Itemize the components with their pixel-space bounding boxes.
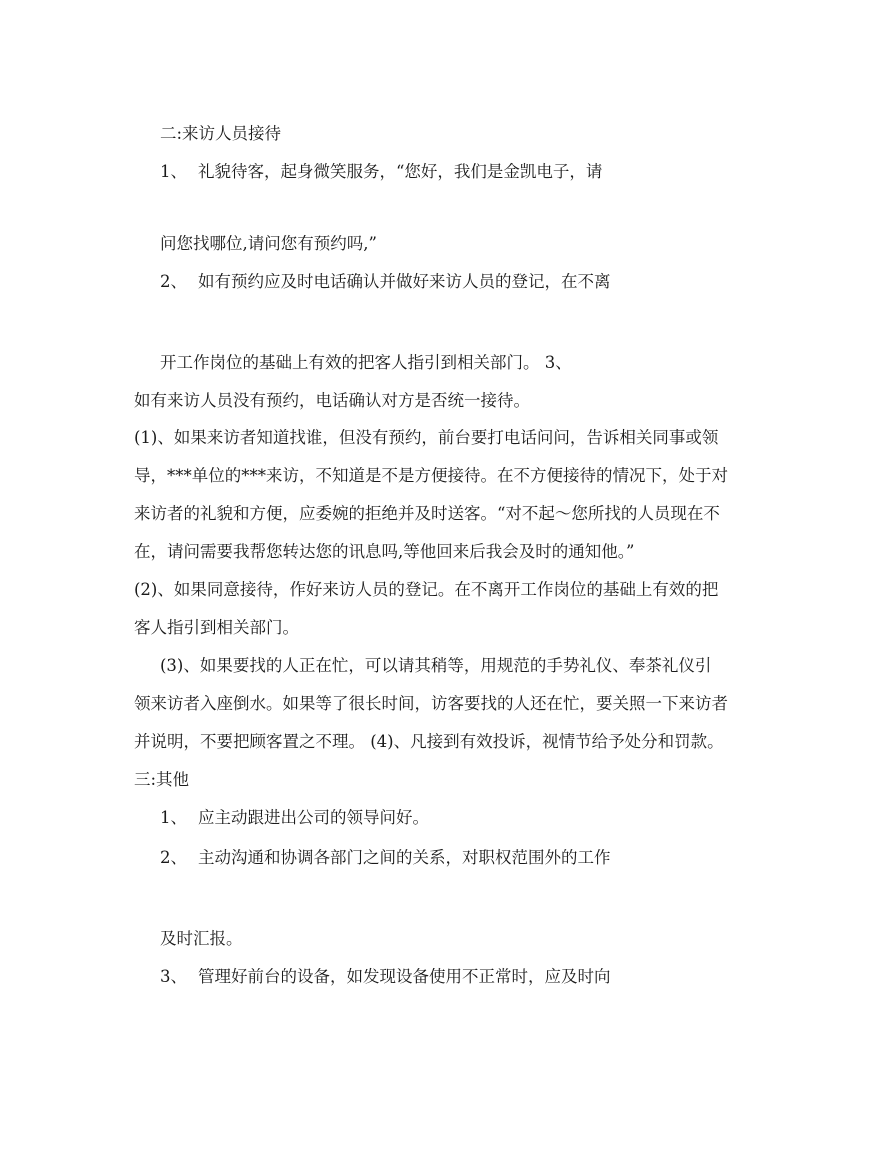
list-item-text: 主动沟通和协调各部门之间的关系，对职权范围外的工作 [198,848,611,867]
paragraph-line: (3)、如果要找的人正在忙，可以请其稍等，用规范的手势礼仪、奉茶礼仪引 [160,656,712,675]
list-item-2 [160,270,611,294]
paragraph-line: (1)、如果来访者知道找谁，但没有预约，前台要打电话问问，告诉相关同事或领 [134,428,719,447]
section-heading-other: 三:其他 [134,770,190,789]
paragraph-line: 领来访者入座倒水。如果等了很长时间，访客要找的人还在忙，要关照一下来访者 [134,694,728,713]
list-item-text: 如有预约应及时电话确认并做好来访人员的登记，在不离 [198,272,611,291]
paragraph-line: 来访者的礼貌和方便，应委婉的拒绝并及时送客。“对不起～您所找的人员现在不 [134,504,720,523]
list-item-3 [160,965,611,989]
paragraph-line: 客人指引到相关部门。 [134,618,299,637]
list-number: 2、 [160,272,187,291]
list-item-text: 管理好前台的设备，如发现设备使用不正常时，应及时向 [198,967,611,986]
list-number: 2、 [160,848,187,867]
list-number: 1、 [160,808,187,827]
list-item-2 [160,846,611,870]
paragraph-line: 如有来访人员没有预约，电话确认对方是否统一接待。 [134,391,530,410]
list-number: 3、 [160,967,187,986]
list-item-1 [160,160,602,184]
list-item-text: 应主动跟进出公司的领导问好。 [198,808,429,827]
paragraph-line: (2)、如果同意接待，作好来访人员的登记。在不离开工作岗位的基础上有效的把 [134,580,719,599]
list-item-1 [160,806,429,830]
paragraph-line: 开工作岗位的基础上有效的把客人指引到相关部门。 3、 [160,353,572,372]
list-item-text: 礼貌待客，起身微笑服务，“您好，我们是金凯电子，请 [198,162,603,181]
paragraph-line: 问您找哪位,请问您有预约吗,” [160,234,377,253]
list-number: 1、 [160,162,187,181]
section-heading-reception: 二:来访人员接待 [160,124,282,143]
paragraph-line: 在，请问需要我帮您转达您的讯息吗,等他回来后我会及时的通知他。” [134,542,635,561]
paragraph-line: 导，***单位的***来访，不知道是不是方便接待。在不方便接待的情况下，处于对 [134,466,728,485]
paragraph-line: 并说明，不要把顾客置之不理。 (4)、凡接到有效投诉，视情节给予处分和罚款。 [134,732,724,751]
paragraph-line: 及时汇报。 [160,929,243,948]
